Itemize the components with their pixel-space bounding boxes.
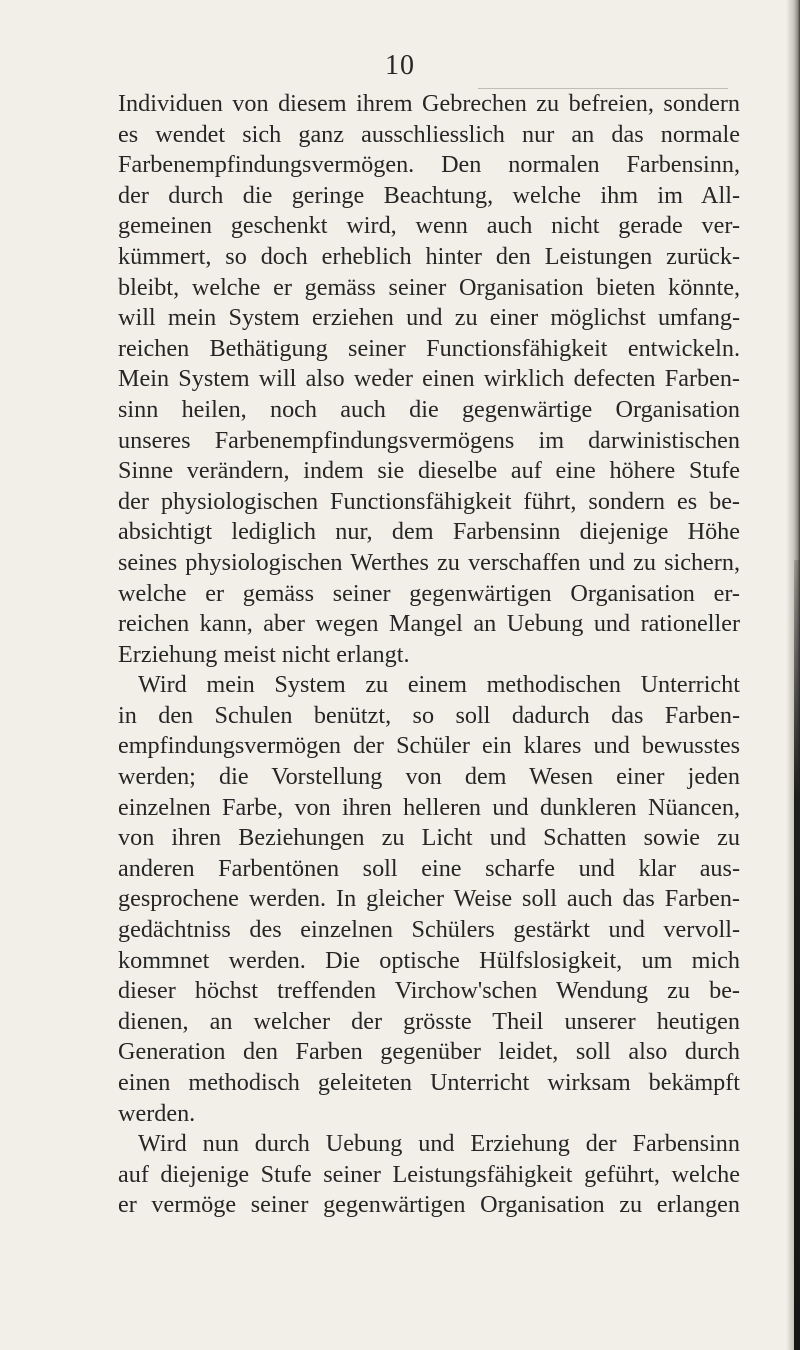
text-line: Generation den Farben gegenüber leidet, soll also durch: [118, 1038, 740, 1066]
text-line: er vermöge seiner gegenwärtigen Organisation zu erlangen: [118, 1191, 740, 1219]
text-line: einzelnen Farbe, von ihren helleren und dunkleren Nüancen,: [118, 793, 740, 821]
text-line: Individuen von diesem ihrem Gebrechen zu befreien, sondern: [118, 90, 740, 117]
text-line: empfindungsvermögen der Schüler ein klares und bewusstes: [118, 732, 740, 760]
body-text: [118, 89, 740, 1221]
text-line: werden; die Vorstellung von dem Wesen einer jeden: [118, 763, 740, 791]
text-line: dieser höchst treffenden Virchow'schen Wendung zu be-: [118, 977, 740, 1005]
text-line: werden.: [118, 1099, 196, 1127]
page-edge-dark: [794, 560, 800, 1350]
text-line: es wendet sich ganz ausschliesslich nur an das normale: [118, 120, 740, 148]
text-line: absichtigt lediglich nur, dem Farbensinn diejenige Höhe: [118, 518, 740, 546]
text-line: bleibt, welche er gemäss seiner Organisation bieten könnte,: [118, 273, 740, 301]
text-line: kommnet werden. Die optische Hülfslosigkeit, um mich: [118, 946, 740, 974]
text-line: kümmert, so doch erheblich hinter den Leistungen zurück-: [118, 242, 740, 270]
text-line: sinn heilen, noch auch die gegenwärtige Organisation: [118, 395, 740, 423]
text-line: dienen, an welcher der grösste Theil unserer heutigen: [118, 1007, 740, 1035]
text-line: Mein System will also weder einen wirklich defecten Farben-: [118, 365, 740, 393]
text-line: Wird nun durch Uebung und Erziehung der Farbensinn: [138, 1130, 740, 1158]
text-line: will mein System erziehen und zu einer möglichst umfang-: [118, 304, 740, 332]
text-line: reichen kann, aber wegen Mangel an Uebung und rationeller: [118, 610, 740, 638]
text-line: gemeinen geschenkt wird, wenn auch nicht gerade ver-: [118, 212, 740, 240]
text-line: unseres Farbenempfindungsvermögens im darwinistischen: [118, 426, 740, 454]
text-line: der physiologischen Functionsfähigkeit führt, sondern es be-: [118, 487, 740, 515]
text-line: gedächtniss des einzelnen Schülers gestärkt und vervoll-: [118, 916, 740, 944]
text-line: von ihren Beziehungen zu Licht und Schatten sowie zu: [118, 824, 740, 852]
text-line: welche er gemäss seiner gegenwärtigen Organisation er-: [118, 579, 740, 607]
text-line: Sinne verändern, indem sie dieselbe auf eine höhere Stufe: [118, 457, 740, 485]
text-line: anderen Farbentönen soll eine scharfe und klar aus-: [118, 854, 740, 882]
text-line: gesprochene werden. In gleicher Weise soll auch das Farben-: [118, 885, 740, 913]
text-line: auf diejenige Stufe seiner Leistungsfähigkeit geführt, welche: [118, 1160, 740, 1188]
text-line: seines physiologischen Werthes zu verschaffen und zu sichern,: [118, 548, 740, 576]
text-line: der durch die geringe Beachtung, welche ihm im All-: [118, 181, 740, 209]
text-line: Farbenempfindungsvermögen. Den normalen Farbensinn,: [118, 151, 740, 179]
text-line: einen methodisch geleiteten Unterricht wirksam bekämpft: [118, 1069, 740, 1096]
text-line: in den Schulen benützt, so soll dadurch das Farben-: [118, 701, 740, 729]
text-line: reichen Bethätigung seiner Functionsfähigkeit entwickeln.: [118, 334, 740, 362]
page-number: 10: [385, 50, 415, 81]
text-line: Erziehung meist nicht erlangt.: [118, 640, 410, 668]
text-line: Wird mein System zu einem methodischen Unterricht: [138, 671, 740, 699]
